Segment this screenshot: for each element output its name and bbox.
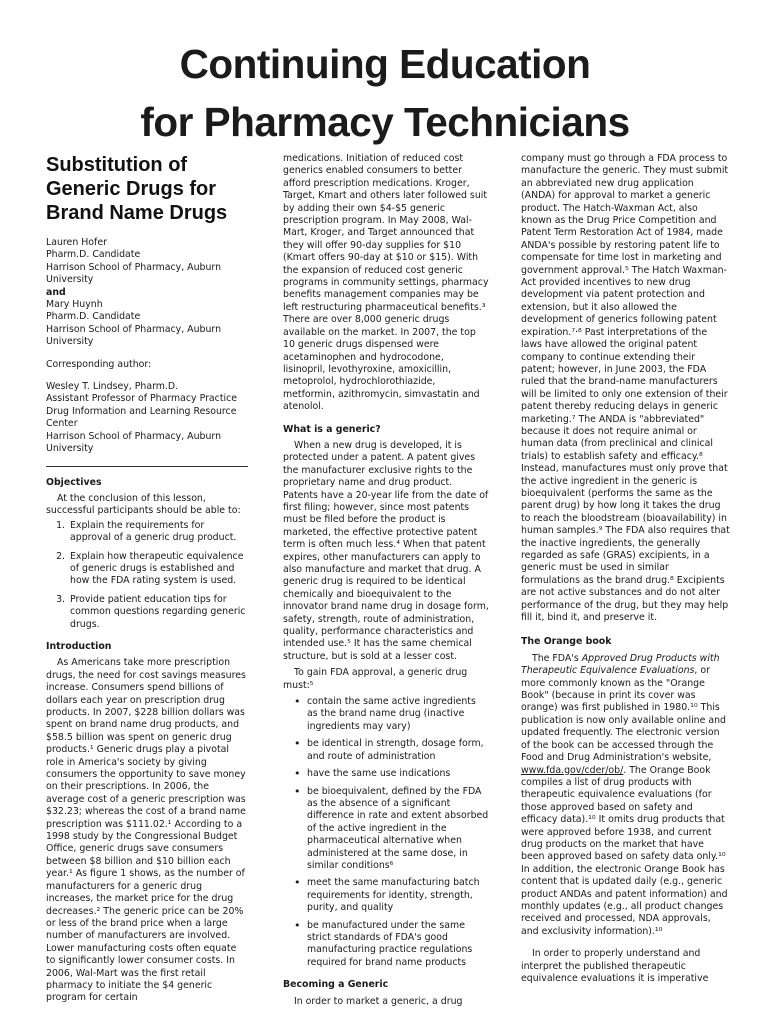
final-paragraph: In order to properly understand and interpret the published therapeutic equivalence evaluations it is imperative [521,948,709,984]
introduction-heading: Introduction [46,640,112,652]
objectives-intro: At the conclusion of this lesson, successful participants should be able to: [46,492,241,517]
becoming-generic-continued: company must go through a FDA process to manufacture the generic. They must submit an abbreviated new drug application (ANDA) for approval to market a generic product. The Hatch-Waxman Act, also known as the Drug Price Competition and Patent Term Restoration Act of 1984, made ANDA's possible by restoring patent life to compensate for time lost in marketing and government approval.⁵ The Hatch Waxman-Act provided incentives to new drug development via patent protection and extension, but it also allowed the development of generics following patent expiration.⁷·⁸ Past interpretations of the laws have allowed the original patent company to continue extending their patent; however, in June 2003, the FDA ruled that the brand-name manufacturers will be limited to only one extension of their patent thereby reducing delays in generic marketing.⁷ The ANDA is "abbreviated" because it does not require animal or human data (from preclinical and clinical trials) to establish safety and efficacy.⁸ Instead, manufactures must only prove that the active ingredient in the generic is bioequivalent (performs the same as the parent drug) by how long it takes the drug to reach the bloodstream (bioavailability) in human samples.⁹ The FDA also requires that the inactive ingredients, the generally regarded as safe (GRAS) excipients, in a generic must be used in similar formulations as the brand drug.⁸ Excipients are not active substances and do not alter performance of the drug, but they may help fill it, bind it, and preserve it. [521,153,730,624]
objective-item: 2. Explain how therapeutic equivalence of generic drugs is established and how the FDA rating system is used. [68,551,248,588]
fda-approval-intro: To gain FDA approval, a generic drug must:⁵ [283,667,468,691]
column-3 [521,153,730,985]
divider [46,466,248,467]
column-1 [46,153,248,1005]
fda-requirements-list [283,696,489,969]
page-title-line-1: Continuing Education [179,41,591,87]
objectives-heading: Objectives [46,476,102,488]
objective-item: 1. Explain the requirements for approval of a generic drug product. [68,520,248,545]
requirement-item: • have the same use indications [307,768,489,780]
orange-book-heading: The Orange book [521,636,612,648]
orange-book-text-a: The FDA's [532,652,582,664]
article-title: Substitution of Generic Drugs for Brand Name Drugs [46,154,228,224]
introduction-text: As Americans take more prescription drugs, the need for cost savings measures increase. Consumers spend billions of dollars each year on prescription drug products. In 2007, $228 billion dollars was spent on brand name drug products, and $58.5 billion was spent on generic drug products.¹ Generic drugs play a pivotal role in America's society by giving consumers the opportunity to save money on their prescriptions. In 2006, the average cost of a generic prescription was $32.23; whereas the cost of a brand name prescription was $111.02.¹ According to a 1998 study by the Congressional Budget Office, generic drugs save consumers between $8 billion and $10 billion each year.¹ As figure 1 shows, as the number of manufacturers for a generic drug increases, the market price for the drug decreases.² The generic price can be 20% or less of the brand price when a large number of manufacturers are involved. Lower manufacturing costs often equate to significantly lower consumer costs. In 2006, Wal-Mart was the first retail pharmacy to initiate the $4 generic program for certain [46,657,246,1004]
what-is-generic-heading: What is a generic? [283,423,381,435]
requirement-item: • be manufactured under the same strict standards of FDA's good manufacturing practice regulations required for brand name products [307,920,489,970]
orange-book-publication-title: Approved Drug Products with Therapeutic Equivalence Evaluations [521,652,720,677]
author-2: Mary Huynh Pharm.D. Candidate Harrison School of Pharmacy, Auburn University [46,299,222,348]
corresponding-author: Wesley T. Lindsey, Pharm.D. Assistant Professor of Pharmacy Practice Drug Information and Learning Resource Center Harrison School of Pharmacy, Auburn University [46,381,238,455]
becoming-generic-text: In order to market a generic, a drug [294,995,463,1007]
orange-book-text-c: . The Orange Book compiles a list of drug products with therapeutic equivalence evaluations (for those approved based on safety and efficacy data).¹⁰ It omits drug products that were approved before 1938, and current drug products on the market that have been approved based on safety data only.¹⁰ In addition, the electronic Orange Book has content that is updated daily (e.g., generic product ANDAs and patent information) and monthly updates (e.g., all product changes received and processed, NDA approvals, and exclusivity information).¹⁰ [521,764,728,937]
becoming-generic-heading: Becoming a Generic [283,979,389,991]
orange-book-text [521,653,730,938]
objective-item: 3. Provide patient education tips for common questions regarding generic drugs. [68,594,248,631]
what-is-generic-text: When a new drug is developed, it is protected under a patent. A patent gives the manufacturer exclusive rights to the proprietary name and drug product. Patents have a 20-year life from the date of first filing; however, since most patents must be filed before the product is marketed, the effective protective patent term is often much less.⁴ When that patent expires, other manufacturers can apply to also manufacture and market that drug. A generic drug is required to be identical chemically and bioequivalent to the innovator brand name drug in dosage form, safety, strength, route of administration, quality, performance characteristics and intended use.⁵ It has the same chemical structure, but is sold at a lesser cost. [283,439,489,662]
requirement-item: • contain the same active ingredients as the brand name drug (inactive ingredients may vary) [307,696,489,733]
and-label: and [46,286,66,298]
corresponding-label: Corresponding author: [46,358,152,370]
orange-book-text-b: , or more commonly known as the "Orange Book" (because in print its cover was orange) was first published in 1980.¹⁰ This publication is now only available online and updated frequently. The electronic version of the book can be accessed through the Food and Drug Administration's website, [521,665,727,764]
requirement-item: • be identical in strength, dosage form, and route of administration [307,738,489,763]
author-1: Lauren Hofer Pharm.D. Candidate Harrison School of Pharmacy, Auburn University [46,237,222,286]
column-2 [283,153,489,1008]
orange-book-link[interactable]: www.fda.gov/cder/ob/ [521,764,624,776]
requirement-item: • be bioequivalent, defined by the FDA as the absence of a significant difference in rate and extent absorbed of the active ingredient in the pharmaceutical alternative when administered at the same dose, in similar conditions⁶ [307,786,489,873]
requirement-item: • meet the same manufacturing batch requirements for identity, strength, purity, and quality [307,877,489,914]
introduction-continued: medications. Initiation of reduced cost generics enabled consumers to better afford prescription medications. Kroger, Target, Kmart and others later followed suit by adding their own $4-$5 generic prescription program. In May 2008, Wal-Mart, Kroger, and Target announced that they will offer 90-day supplies for $10 (Kmart offers 90-day at $10 or $15). With the expansion of reduced cost generic programs in community settings, pharmacy benefits management companies may be left restructuring pharmaceutical benefits.³ There are over 8,000 generic drugs available on the market. In 2007, the top 10 generic drugs dispensed were acetaminophen and hydrocodone, lisinopril, levothyroxine, amoxicillin, metoprolol, hydrochlorothiazide, metformin, azithromycin, simvastatin and atenolol. [283,153,489,413]
page-title-line-2: for Pharmacy Technicians [140,99,630,145]
objectives-list [46,520,248,631]
